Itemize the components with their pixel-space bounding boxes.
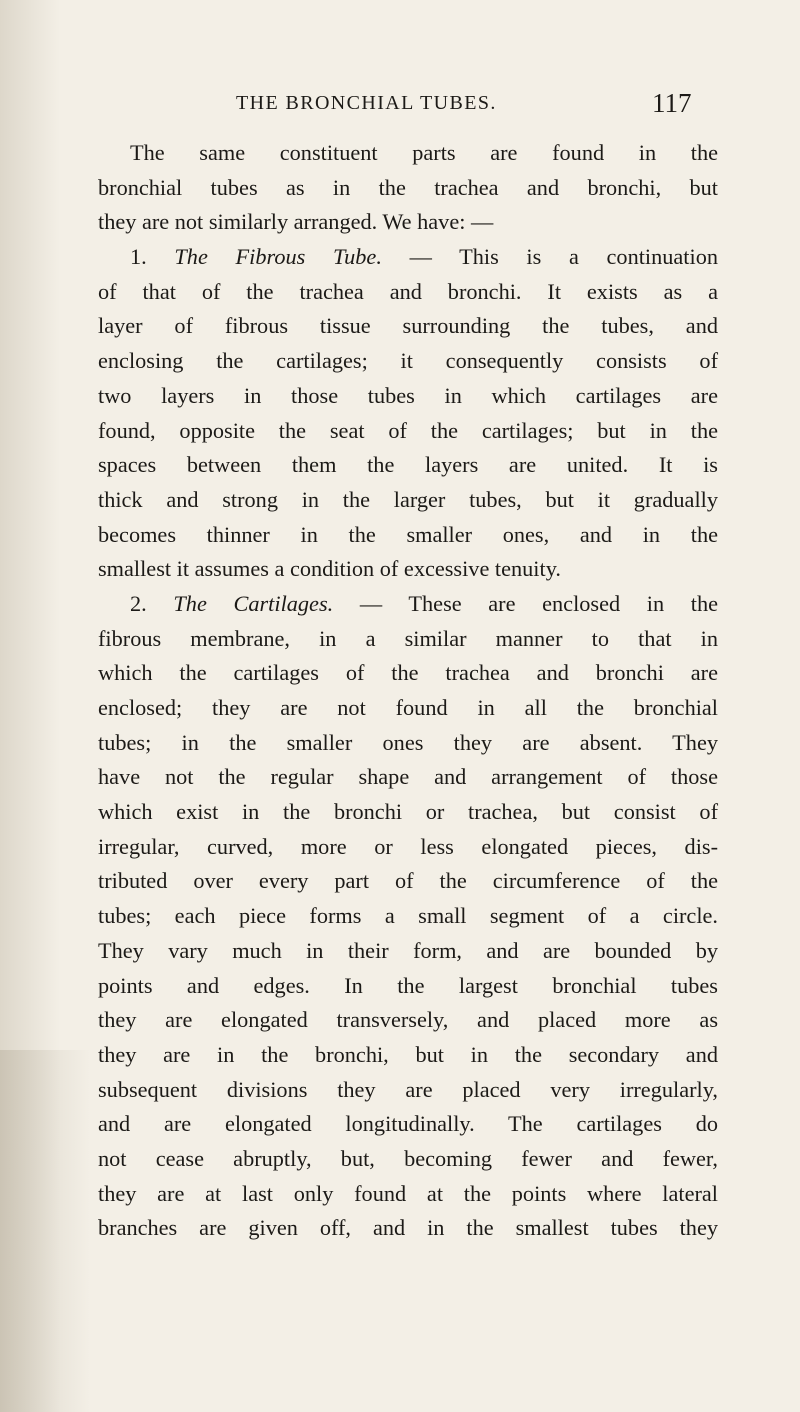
text-line: The same constituent parts are found in the xyxy=(130,140,718,165)
text-line: smallest it assumes a condition of excessive tenuity. xyxy=(98,556,561,582)
text-line: points and edges. In the largest bronchial tubes xyxy=(98,972,718,998)
text-line: They vary much in their form, and are bounded by xyxy=(98,937,718,963)
page-edge-shadow-bottom xyxy=(0,1050,90,1412)
item-text: — This is a continuation xyxy=(381,244,718,270)
item-text: — These are enclosed in the xyxy=(333,590,719,616)
list-item-heading xyxy=(98,240,718,275)
text-line: they are in the bronchi, but in the secondary and xyxy=(98,1041,718,1067)
text-line: branches are given off, and in the smallest tubes they xyxy=(98,1215,718,1241)
text-line: which the cartilages of the trachea and bronchi are xyxy=(98,660,718,686)
text-line: of that of the trachea and bronchi. It exists as a xyxy=(98,278,718,304)
text-line: becomes thinner in the smaller ones, and in the xyxy=(98,521,718,547)
item-number: 1. xyxy=(130,244,147,270)
text-line: have not the regular shape and arrangement of those xyxy=(98,764,718,790)
text-line: bronchial tubes as in the trachea and bronchi, but xyxy=(98,174,718,200)
text-line: fibrous membrane, in a similar manner to that in xyxy=(98,625,718,651)
text-line: which exist in the bronchi or trachea, but consist of xyxy=(98,799,718,825)
text-line: and are elongated longitudinally. The cartilages do xyxy=(98,1111,718,1137)
text-line: they are elongated transversely, and placed more as xyxy=(98,1007,718,1033)
page-header xyxy=(0,86,800,126)
text-line: irregular, curved, more or less elongated pieces, dis- xyxy=(98,833,718,859)
text-line: subsequent divisions they are placed very irregularly, xyxy=(98,1076,718,1102)
item-title: The Fibrous Tube. xyxy=(174,244,382,270)
text-line: enclosed; they are not found in all the bronchial xyxy=(98,695,718,720)
body-text xyxy=(98,136,718,1246)
text-line: tubes; in the smaller ones they are absent. They xyxy=(98,729,718,755)
text-line: they are not similarly arranged. We have: — xyxy=(98,209,494,235)
list-item-heading xyxy=(98,587,718,622)
text-line: two layers in those tubes in which cartilages are xyxy=(98,382,718,408)
text-line: tubes; each piece forms a small segment of a circle. xyxy=(98,903,718,929)
text-line: thick and strong in the larger tubes, but it gradually xyxy=(98,486,718,512)
item-number: 2. xyxy=(130,590,147,616)
text-line: enclosing the cartilages; it consequently consists of xyxy=(98,348,718,374)
text-line: layer of fibrous tissue surrounding the tubes, and xyxy=(98,313,718,339)
running-title: THE BRONCHIAL TUBES. xyxy=(236,92,497,114)
text-line: spaces between them the layers are united. It is xyxy=(98,452,718,478)
text-line: not cease abruptly, but, becoming fewer and fewer, xyxy=(98,1145,718,1171)
text-line: they are at last only found at the points where lateral xyxy=(98,1180,718,1206)
text-line: found, opposite the seat of the cartilages; but in the xyxy=(98,417,718,443)
page-number: 117 xyxy=(652,88,692,118)
text-line: tributed over every part of the circumference of the xyxy=(98,868,718,894)
item-title: The Cartilages. xyxy=(173,590,334,616)
